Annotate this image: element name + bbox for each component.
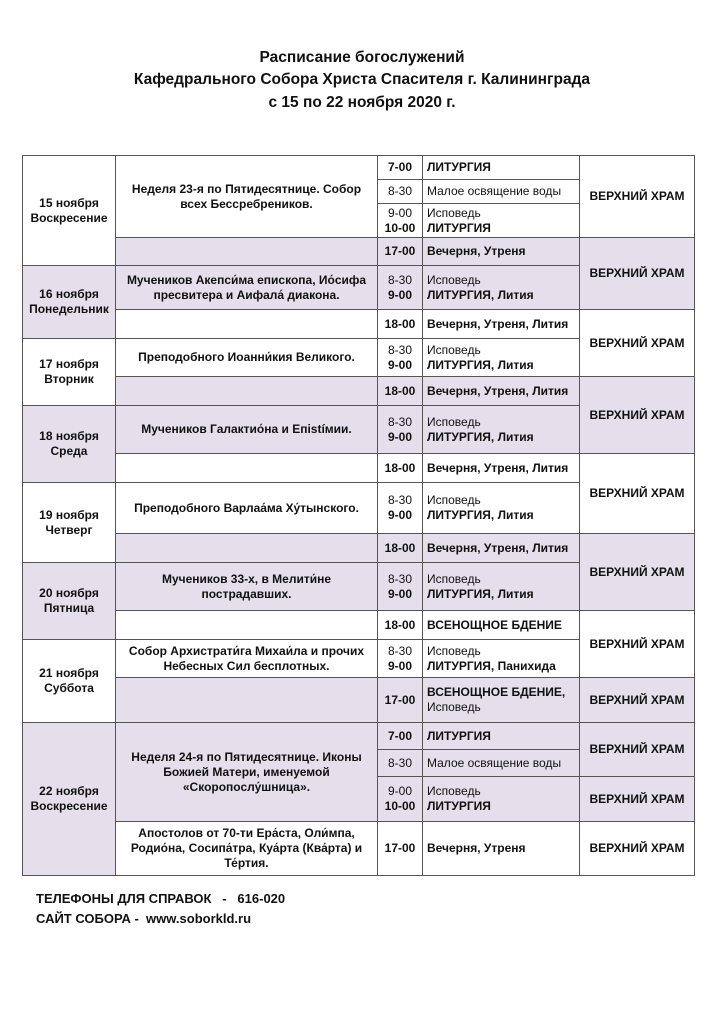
time-cell: 8-30 [378,750,423,777]
page-title-line-2: Кафедрального Собора Христа Спасителя г. Калининграда [133,71,591,88]
service-cell: Исповедь ЛИТУРГИЯ [423,777,580,822]
service-cell: Исповедь ЛИТУРГИЯ, Лития [423,483,580,534]
place-cell: ВЕРХНИЙ ХРАМ [580,611,695,678]
place-cell: ВЕРХНИЙ ХРАМ [580,156,695,238]
time-cell: 8-30 9-00 [378,406,423,454]
service-cell: Исповедь ЛИТУРГИЯ [423,204,580,238]
feast-cell-empty [116,310,378,339]
day-cell-20: 20 ноября Пятница [23,563,116,640]
service-cell: Малое освящение воды [423,180,580,204]
schedule-table [22,155,695,876]
day-cell-15: 15 ноября Воскресение [23,156,116,266]
time-cell: 7-00 [378,723,423,750]
place-cell: ВЕРХНИЙ ХРАМ [580,678,695,723]
table-row [23,156,695,180]
place-cell: ВЕРХНИЙ ХРАМ [580,310,695,377]
service-cell: ЛИТУРГИЯ [423,156,580,180]
time-cell: 7-00 [378,156,423,180]
table-row [23,723,695,750]
day-cell-18: 18 ноября Среда [23,406,116,483]
feast-cell-15: Неделя 23-я по Пятидесятнице. Собор всех Бессребреников. [116,156,378,238]
service-cell: Исповедь ЛИТУРГИЯ, Лития [423,406,580,454]
service-cell: Исповедь ЛИТУРГИЯ, Лития [423,339,580,377]
place-cell: ВЕРХНИЙ ХРАМ [580,377,695,454]
feast-cell-21: Собор Архистрати́га Михаи́ла и прочих Небесных Сил бесплотных. [116,640,378,678]
table-row [23,611,695,640]
time-cell: 17-00 [378,822,423,876]
table-row [23,377,695,406]
footer-phone: ТЕЛЕФОНЫ ДЛЯ СПРАВОК - 616-020 [36,891,286,906]
place-cell: ВЕРХНИЙ ХРАМ [580,723,695,777]
table-row [23,678,695,723]
place-cell: ВЕРХНИЙ ХРАМ [580,534,695,611]
time-cell: 8-30 9-00 [378,563,423,611]
time-cell: 17-00 [378,678,423,723]
time-cell: 18-00 [378,377,423,406]
table-row [23,822,695,876]
time-cell: 18-00 [378,454,423,483]
feast-cell-20: Мучеников 33-х, в Мелити́не пострадавших. [116,563,378,611]
feast-cell-empty [116,377,378,406]
footer-site: САЙТ СОБОРА - www.soborkld.ru [36,911,252,926]
feast-cell-16: Мучеников Акепси́ма епископа, Ио́сифа пресвитера и Аифала́ диакона. [116,266,378,310]
time-cell: 8-30 9-00 [378,640,423,678]
feast-cell-19: Преподобного Варлаа́ма Ху́тынского. [116,483,378,534]
service-cell: Вечерня, Утреня, Лития [423,534,580,563]
day-cell-17: 17 ноября Вторник [23,339,116,406]
feast-cell-empty [116,678,378,723]
page-title-line-1: Расписание богослужений [259,49,465,66]
time-cell: 8-30 9-00 [378,266,423,310]
service-cell: ВСЕНОЩНОЕ БДЕНИЕ, Исповедь [423,678,580,723]
table-row [23,310,695,339]
time-cell: 8-30 9-00 [378,339,423,377]
table-row [23,534,695,563]
place-cell: ВЕРХНИЙ ХРАМ [580,777,695,822]
service-cell: Исповедь ЛИТУРГИЯ, Лития [423,266,580,310]
feast-cell-empty [116,238,378,266]
table-row [23,238,695,266]
day-cell-21: 21 ноября Суббота [23,640,116,723]
time-cell: 9-00 10-00 [378,777,423,822]
time-cell: 18-00 [378,534,423,563]
service-cell: Исповедь ЛИТУРГИЯ, Лития [423,563,580,611]
table-row [23,454,695,483]
service-cell: ЛИТУРГИЯ [423,723,580,750]
place-cell: ВЕРХНИЙ ХРАМ [580,238,695,310]
page-title-dates: с 15 по 22 ноября 2020 г. [268,94,456,111]
day-cell-16: 16 ноября Понедельник [23,266,116,339]
day-cell-22: 22 ноября Воскресение [23,723,116,876]
service-cell: Вечерня, Утреня, Лития [423,377,580,406]
service-cell: Вечерня, Утреня [423,238,580,266]
feast-cell-empty [116,534,378,563]
feast-cell-empty [116,454,378,483]
time-cell: 9-00 10-00 [378,204,423,238]
time-cell: 18-00 [378,310,423,339]
feast-cell-22-apostles: Апостолов от 70-ти Ера́ста, Оли́мпа, Родио́на, Сосипа́тра, Куа́рта (Ква́рта) и Те́ртия. [116,822,378,876]
time-cell: 18-00 [378,611,423,640]
place-cell: ВЕРХНИЙ ХРАМ [580,454,695,534]
feast-cell-17: Преподобного Иоанни́кия Великого. [116,339,378,377]
service-cell: ВСЕНОЩНОЕ БДЕНИЕ [423,611,580,640]
day-cell-19: 19 ноября Четверг [23,483,116,563]
time-cell: 8-30 9-00 [378,483,423,534]
time-cell: 17-00 [378,238,423,266]
service-cell: Вечерня, Утреня, Лития [423,454,580,483]
service-cell: Вечерня, Утреня [423,822,580,876]
service-cell: Малое освящение воды [423,750,580,777]
time-cell: 8-30 [378,180,423,204]
feast-cell-18: Мучеников Галактио́на и Епistíмии. [116,406,378,454]
service-cell: Вечерня, Утреня, Лития [423,310,580,339]
service-cell: Исповедь ЛИТУРГИЯ, Панихида [423,640,580,678]
feast-cell-22: Неделя 24-я по Пятидесятнице. Иконы Божией Матери, именуемой «Скоропослу́шница». [116,723,378,822]
feast-cell-empty [116,611,378,640]
place-cell: ВЕРХНИЙ ХРАМ [580,822,695,876]
